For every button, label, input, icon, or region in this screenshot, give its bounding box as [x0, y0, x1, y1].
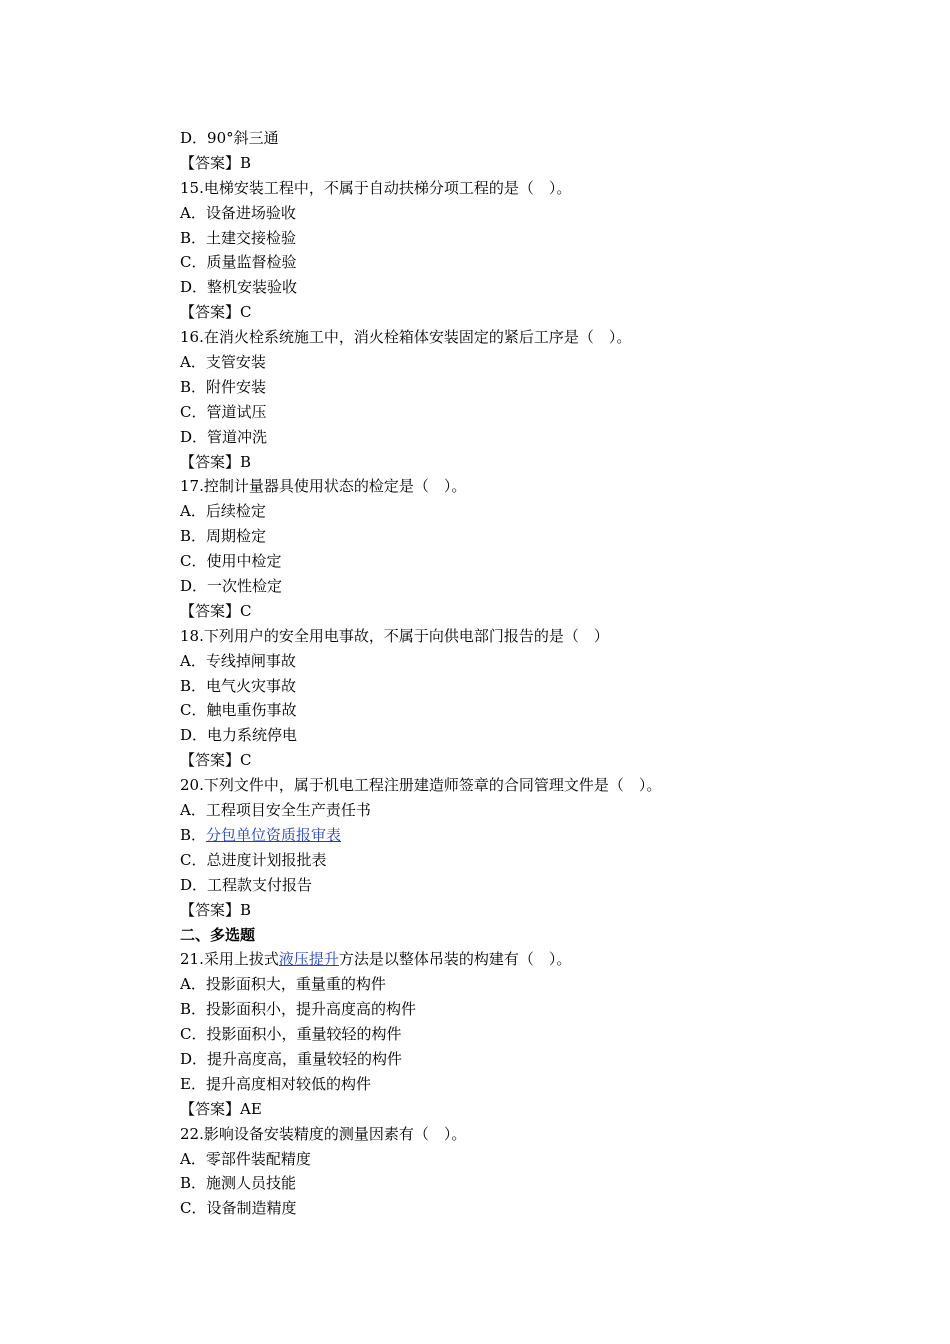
answer-line: 【答案】B [180, 900, 252, 919]
answer-line: 【答案】B [180, 452, 252, 471]
option-line: D．90°斜三通 [180, 129, 279, 147]
answer-line: 【答案】C [180, 303, 252, 322]
option-line: D．工程款支付报告 [180, 875, 313, 894]
option-line: B．施测人员技能 [180, 1174, 297, 1193]
option-line: A．零部件装配精度 [180, 1149, 311, 1168]
question-line: 15.电梯安装工程中，不属于自动扶梯分项工程的是（ ）。 [180, 178, 572, 197]
option-line: D．管道冲洗 [180, 427, 268, 446]
option-line: C．管道试压 [180, 402, 267, 421]
question-line: 16.在消火栓系统施工中，消火栓箱体安装固定的紧后工序是（ ）。 [180, 328, 632, 347]
option-line [180, 823, 880, 848]
hyperlink[interactable]: 液压提升 [278, 950, 339, 969]
option-line: D．整机安装验收 [180, 278, 298, 297]
option-line: A．专线掉闸事故 [180, 651, 296, 670]
option-line: E．提升高度相对较低的构件 [180, 1074, 371, 1093]
question-line: 22.影响设备安装精度的测量因素有（ ）。 [180, 1124, 467, 1143]
answer-line: 【答案】B [180, 153, 252, 172]
option-line: B．土建交接检验 [180, 228, 297, 247]
document-body [180, 126, 880, 1221]
option-line: A．设备进场验收 [180, 203, 296, 222]
section-heading: 二、多选题 [180, 925, 256, 944]
option-line: C．投影面积小，重量较轻的构件 [180, 1025, 402, 1044]
question-line: 17.控制计量器具使用状态的检定是（ ）。 [180, 477, 467, 496]
option-line: B．投影面积小，提升高度高的构件 [180, 1000, 417, 1019]
option-line: A．后续检定 [180, 502, 266, 521]
option-line: A．投影面积大，重量重的构件 [180, 975, 386, 994]
option-line: C．触电重伤事故 [180, 701, 297, 720]
option-line: B．周期检定 [180, 527, 267, 546]
answer-line: 【答案】AE [180, 1099, 262, 1118]
line-suffix: 方法是以整体吊装的构建有（ ）。 [338, 950, 572, 969]
option-line: B．附件安装 [180, 377, 267, 396]
option-line: A．工程项目安全生产责任书 [180, 801, 371, 820]
option-line: C．质量监督检验 [180, 253, 297, 272]
option-line: A．支管安装 [180, 353, 266, 372]
option-line: D．提升高度高，重量较轻的构件 [180, 1049, 403, 1068]
line-prefix: B． [180, 825, 207, 844]
option-line: C．使用中检定 [180, 552, 282, 571]
option-line: B．电气火灾事故 [180, 676, 297, 695]
option-line: C．设备制造精度 [180, 1199, 297, 1218]
question-line [180, 947, 880, 972]
option-line: D．电力系统停电 [180, 726, 298, 745]
option-line: C．总进度计划报批表 [180, 850, 327, 869]
option-line: D．一次性检定 [180, 577, 283, 596]
answer-line: 【答案】C [180, 601, 252, 620]
answer-line: 【答案】C [180, 751, 252, 770]
line-prefix: 21.采用上拔式 [180, 950, 279, 969]
hyperlink[interactable]: 分包单位资质报审表 [206, 825, 342, 844]
question-line: 18.下列用户的安全用电事故，不属于向供电部门报告的是（ ） [180, 626, 609, 645]
question-line: 20.下列文件中，属于机电工程注册建造师签章的合同管理文件是（ ）。 [180, 776, 662, 795]
